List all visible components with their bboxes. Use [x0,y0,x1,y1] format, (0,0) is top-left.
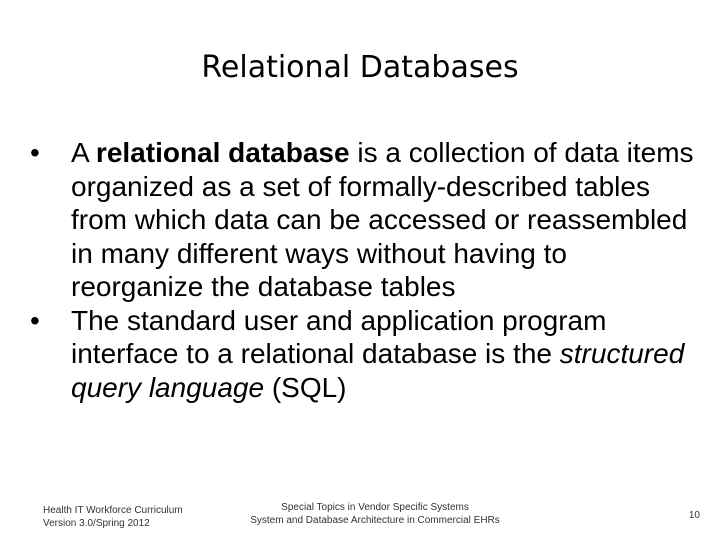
bullet-text-end: (SQL) [264,371,347,403]
bullet-text-end: is a collection of data items organized as a set of formally-described tables from which data can be accessed or reassembled in many different ways without having to reorganize the database tables [71,137,694,302]
bullet-list [30,136,702,404]
bullet-marker: • [30,304,40,336]
page-number: 10 [688,510,700,521]
bold-term: relational database [95,137,350,168]
footer-course: Special Topics in Vendor Specific Systems [281,502,469,513]
italic-term: structured query language [71,338,685,403]
bullet-item [30,136,702,304]
bullet-text-start: The standard user and application program interface to a relational database is the [71,304,607,369]
footer-curriculum: Health IT Workforce Curriculum [43,505,183,516]
footer-center [240,501,510,527]
bullet-text-start: A [71,137,96,168]
bullet-item [30,304,702,405]
slide-title: Relational Databases [201,50,519,85]
footer-left [43,504,183,530]
footer-version: Version 3.0/Spring 2012 [43,518,150,529]
footer-unit: System and Database Architecture in Commercial EHRs [250,515,500,526]
bullet-marker: • [30,137,40,168]
